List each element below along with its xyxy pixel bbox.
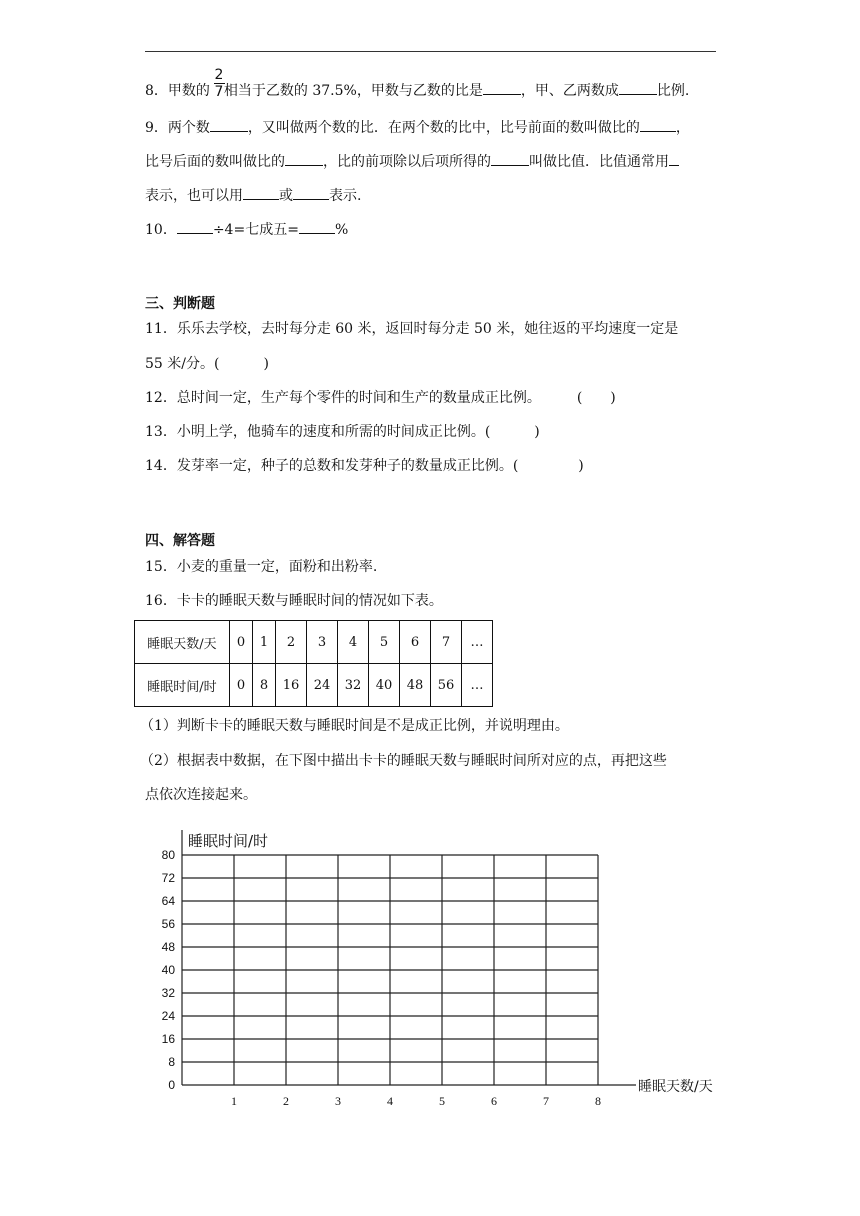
- section-heading-answers: 四、解答题: [145, 533, 215, 549]
- x-tick-label: 1: [231, 1094, 237, 1108]
- y-tick-label: 16: [161, 1032, 175, 1046]
- q13-paren-close: ): [534, 424, 540, 440]
- table-cell: …: [462, 621, 493, 664]
- question-13: [145, 422, 540, 442]
- question-11-line-1: [145, 319, 678, 339]
- q11-text: 11．乐乐去学校，去时每分走 60 米，返回时每分走 50 米，她往返的平均速度一定是: [145, 321, 679, 337]
- q9-blank-6[interactable]: [243, 185, 279, 200]
- sleep-chart[interactable]: [150, 826, 730, 1116]
- question-10: [145, 219, 348, 240]
- q8-fraction-denominator: 7: [214, 84, 224, 100]
- q11-paren-close: ): [263, 356, 269, 372]
- question-9-line-3: [145, 185, 361, 206]
- question-12: [145, 388, 616, 408]
- q10-text: 10．: [145, 222, 177, 238]
- q9-text: ，比的前项除以后项所得的: [323, 154, 491, 170]
- q8-text-a: 相当于乙数的 37.5%，甲数与乙数的比是: [223, 83, 483, 99]
- y-tick-label: 32: [161, 986, 175, 1000]
- x-tick-label: 7: [543, 1094, 549, 1108]
- q8-fraction: [212, 68, 226, 99]
- table-cell: 4: [338, 621, 369, 664]
- q16-sub-2-text: （2）根据表中数据，在下图中描出卡卡的睡眠天数与睡眠时间所对应的点，再把这些: [140, 753, 667, 769]
- q9-text: 或: [279, 188, 293, 204]
- table-cell: 48: [400, 664, 431, 707]
- q16-sub-1: [140, 716, 569, 736]
- q14-text: 14．发芽率一定，种子的总数和发芽种子的数量成正比例。(: [145, 458, 519, 474]
- question-9-line-1: [145, 117, 690, 138]
- table-row: [135, 621, 493, 664]
- q8-text-b: ，甲、乙两数成: [520, 83, 619, 99]
- table-cell: 1: [253, 621, 276, 664]
- q9-blank-5[interactable]: [669, 151, 679, 166]
- table-cell: 16: [276, 664, 307, 707]
- question-11-line-2: [145, 354, 269, 374]
- table-cell: 7: [431, 621, 462, 664]
- table-cell: 24: [307, 664, 338, 707]
- q9-text: 比号后面的数叫做比的: [145, 154, 285, 170]
- q9-text: ，: [675, 120, 690, 136]
- table-cell: 8: [253, 664, 276, 707]
- x-tick-label: 6: [491, 1094, 497, 1108]
- table-row-header: 睡眠时间/时: [135, 664, 230, 707]
- q9-text: 9．两个数: [145, 120, 210, 136]
- q10-text: ÷4=七成五=: [212, 222, 299, 238]
- table-cell: 3: [307, 621, 338, 664]
- q10-blank-1[interactable]: [177, 219, 213, 234]
- q12-text: 12．总时间一定，生产每个零件的时间和生产的数量成正比例。: [145, 390, 541, 406]
- x-tick-label: 3: [335, 1094, 341, 1108]
- x-tick-label: 8: [595, 1094, 601, 1108]
- q9-blank-1[interactable]: [210, 117, 248, 132]
- y-tick-label: 24: [161, 1009, 175, 1023]
- q8-text-c: 比例.: [656, 83, 690, 99]
- q9-text: 叫做比值．比值通常用: [529, 154, 669, 170]
- y-tick-label: 72: [161, 871, 175, 885]
- x-tick-label: 2: [283, 1094, 289, 1108]
- q16-sub-2-line-1: [140, 751, 667, 771]
- y-tick-label: 56: [161, 917, 175, 931]
- y-tick-label: 8: [168, 1055, 175, 1069]
- q9-blank-2[interactable]: [640, 117, 676, 132]
- sleep-table: [134, 620, 493, 707]
- y-tick-label: 0: [168, 1078, 175, 1092]
- q8-blank-2[interactable]: [619, 80, 657, 95]
- q8-prefix: 8．甲数的: [145, 83, 210, 99]
- table-cell: 5: [369, 621, 400, 664]
- q8-fraction-numerator: 2: [214, 67, 224, 83]
- q9-blank-3[interactable]: [285, 151, 323, 166]
- q9-blank-7[interactable]: [293, 185, 329, 200]
- table-cell: …: [462, 664, 493, 707]
- q16-sub-2-line-2: [145, 785, 257, 805]
- q9-text: 表示.: [329, 188, 362, 204]
- table-cell: 0: [230, 621, 253, 664]
- q8-blank-1[interactable]: [483, 80, 521, 95]
- x-axis-label: 睡眠天数/天: [638, 1079, 713, 1095]
- x-tick-label: 5: [439, 1094, 445, 1108]
- question-14: [145, 456, 584, 476]
- q16-intro-text: 16．卡卡的睡眠天数与睡眠时间的情况如下表。: [145, 593, 443, 609]
- question-8: [145, 80, 689, 101]
- q10-blank-2[interactable]: [299, 219, 335, 234]
- q13-text: 13．小明上学，他骑车的速度和所需的时间成正比例。(: [145, 424, 491, 440]
- table-cell: 0: [230, 664, 253, 707]
- q9-text: 表示，也可以用: [145, 188, 243, 204]
- x-tick-label: 4: [387, 1094, 393, 1108]
- table-row: [135, 664, 493, 707]
- question-9-line-2: [145, 151, 679, 172]
- header-rule: [145, 51, 716, 52]
- table-cell: 56: [431, 664, 462, 707]
- y-tick-label: 80: [161, 848, 175, 862]
- question-15: [145, 557, 377, 577]
- q16-sub-2-text: 点依次连接起来。: [145, 787, 257, 803]
- y-tick-label: 48: [161, 940, 175, 954]
- section-heading-judgement: 三、判断题: [145, 296, 215, 312]
- question-16-intro: [145, 591, 443, 611]
- q10-text: %: [334, 222, 349, 238]
- q9-text: ，又叫做两个数的比．在两个数的比中，比号前面的数叫做比的: [247, 120, 640, 136]
- table-cell: 6: [400, 621, 431, 664]
- q12-answer-paren[interactable]: ( ): [576, 390, 616, 406]
- q15-text: 15．小麦的重量一定，面粉和出粉率.: [145, 559, 378, 575]
- table-row-header: 睡眠天数/天: [135, 621, 230, 664]
- table-cell: 40: [369, 664, 400, 707]
- q11-text: 55 米/分。(: [145, 356, 220, 372]
- q9-blank-4[interactable]: [491, 151, 529, 166]
- y-tick-label: 64: [161, 894, 175, 908]
- q14-paren-close: ): [578, 458, 584, 474]
- table-cell: 2: [276, 621, 307, 664]
- y-axis-label: 睡眠时间/时: [188, 832, 269, 850]
- q16-sub-1-text: （1）判断卡卡的睡眠天数与睡眠时间是不是成正比例，并说明理由。: [140, 718, 569, 734]
- table-cell: 32: [338, 664, 369, 707]
- y-tick-label: 40: [161, 963, 175, 977]
